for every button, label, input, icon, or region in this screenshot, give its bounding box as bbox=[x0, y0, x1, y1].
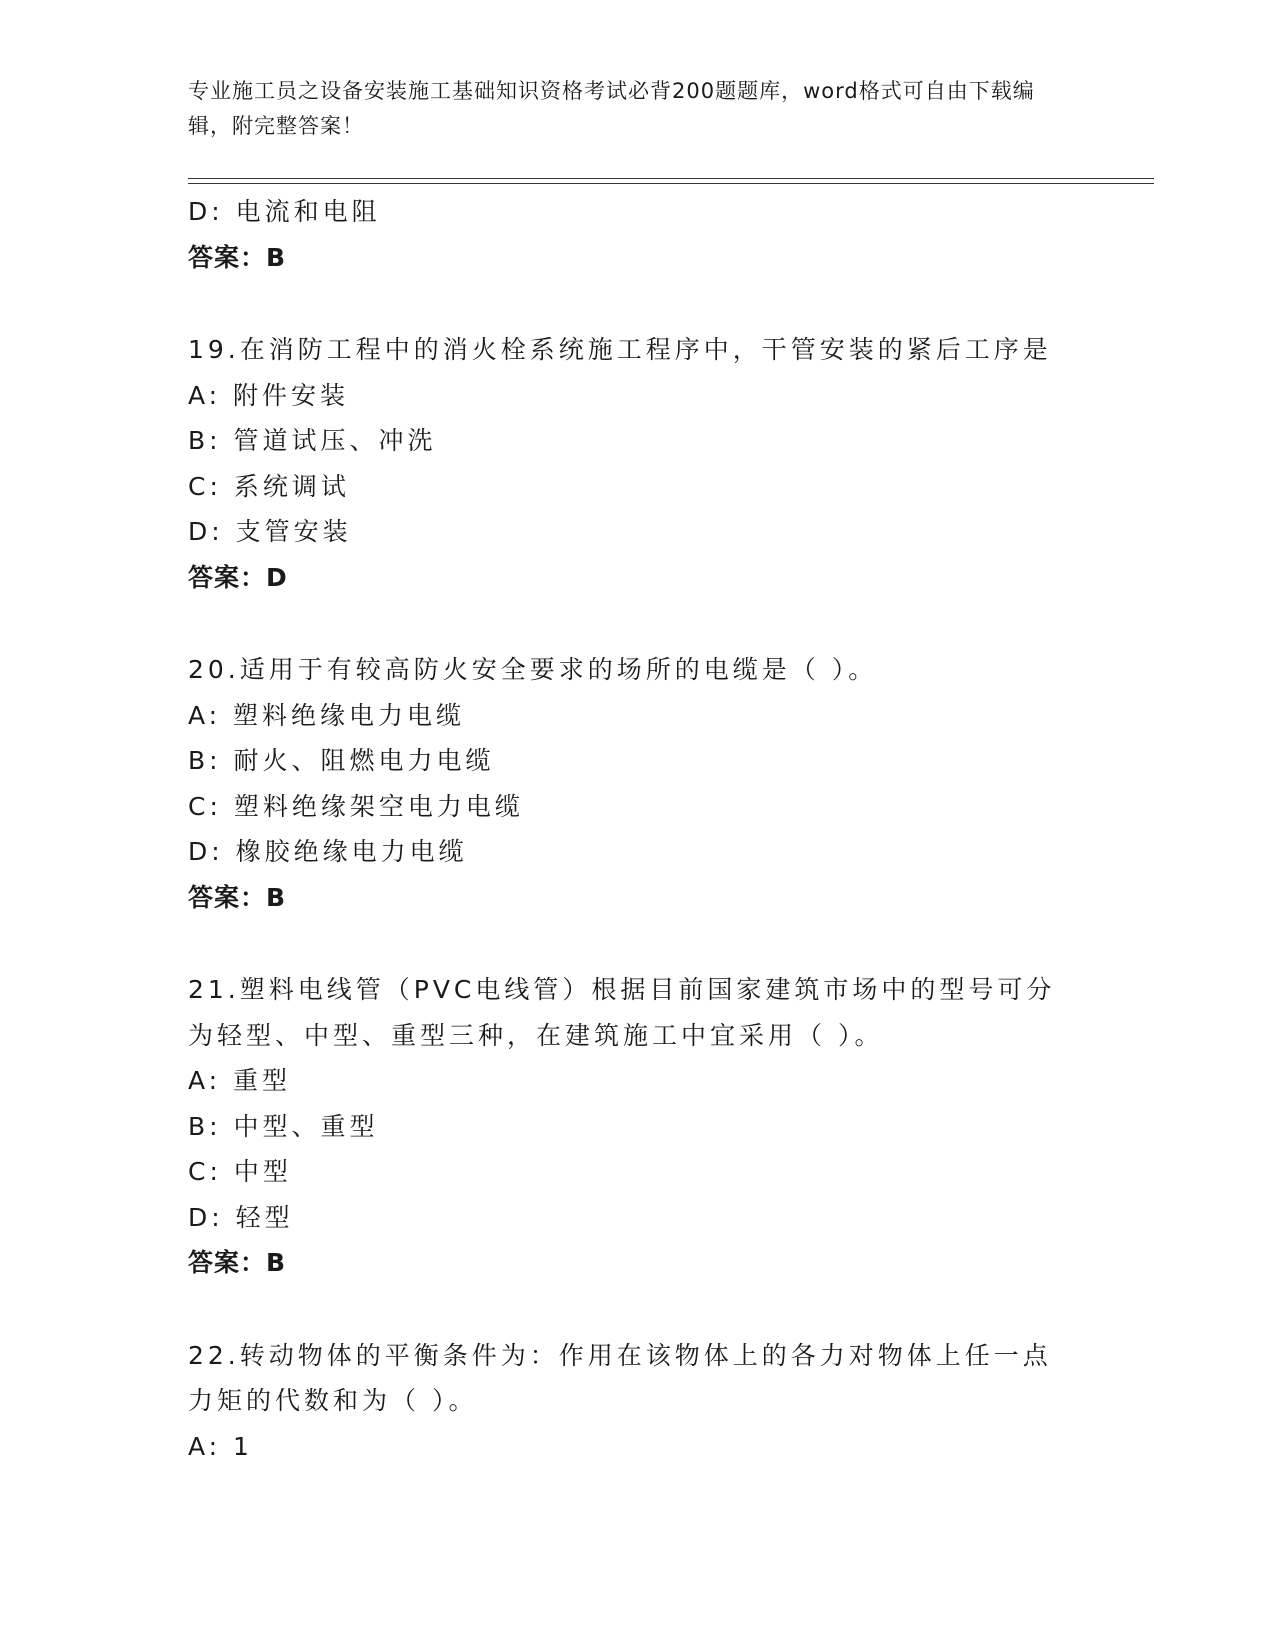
option-b: B: 耐火、阻燃电力电缆 bbox=[188, 746, 495, 775]
option-c: C: 系统调试 bbox=[188, 471, 350, 501]
option-a: A: 1 bbox=[188, 1431, 253, 1461]
question-text: 21.塑料电线管（PVC电线管）根据目前国家建筑市场中的型号可分为轻型、中型、重型三种，在建筑施工中宜采用（ ）。 bbox=[188, 975, 1056, 1050]
option-c: C: 塑料绝缘架空电力电缆 bbox=[188, 791, 524, 821]
question-22 bbox=[188, 1333, 1088, 1470]
document-header: 专业施工员之设备安装施工基础知识资格考试必背200题题库，word格式可自由下载编辑，附完整答案！ bbox=[188, 79, 1035, 138]
option-d: D: 橡胶绝缘电力电缆 bbox=[188, 837, 468, 866]
question-19 bbox=[188, 327, 1088, 600]
option-a: A: 塑料绝缘电力电缆 bbox=[188, 700, 466, 730]
question-text: 20.适用于有较高防火安全要求的场所的电缆是（ ）。 bbox=[188, 655, 878, 684]
header-divider-top bbox=[188, 178, 1154, 179]
option-a: A: 附件安装 bbox=[188, 380, 350, 410]
option-b: B: 中型、重型 bbox=[188, 1111, 379, 1141]
option-d-previous: D: 电流和电阻 bbox=[188, 197, 381, 226]
answer-previous: 答案：B bbox=[188, 242, 287, 272]
answer: 答案：D bbox=[188, 562, 288, 592]
option-b: B: 管道试压、冲洗 bbox=[188, 426, 437, 455]
question-text: 19.在消防工程中的消火栓系统施工程序中，干管安装的紧后工序是 bbox=[188, 335, 1052, 364]
option-d: D: 轻型 bbox=[188, 1202, 294, 1232]
question-21 bbox=[188, 967, 1088, 1286]
question-text: 22.转动物体的平衡条件为：作用在该物体上的各力对物体上任一点力矩的代数和为（ ）。 bbox=[188, 1340, 1052, 1415]
option-c: C: 中型 bbox=[188, 1157, 292, 1186]
option-d: D: 支管安装 bbox=[188, 517, 352, 546]
question-content bbox=[188, 189, 1088, 1469]
answer: 答案：B bbox=[188, 1248, 287, 1277]
option-a: A: 重型 bbox=[188, 1066, 292, 1095]
header-divider-bottom bbox=[188, 183, 1154, 184]
question-20 bbox=[188, 647, 1088, 920]
answer: 答案：B bbox=[188, 882, 287, 912]
